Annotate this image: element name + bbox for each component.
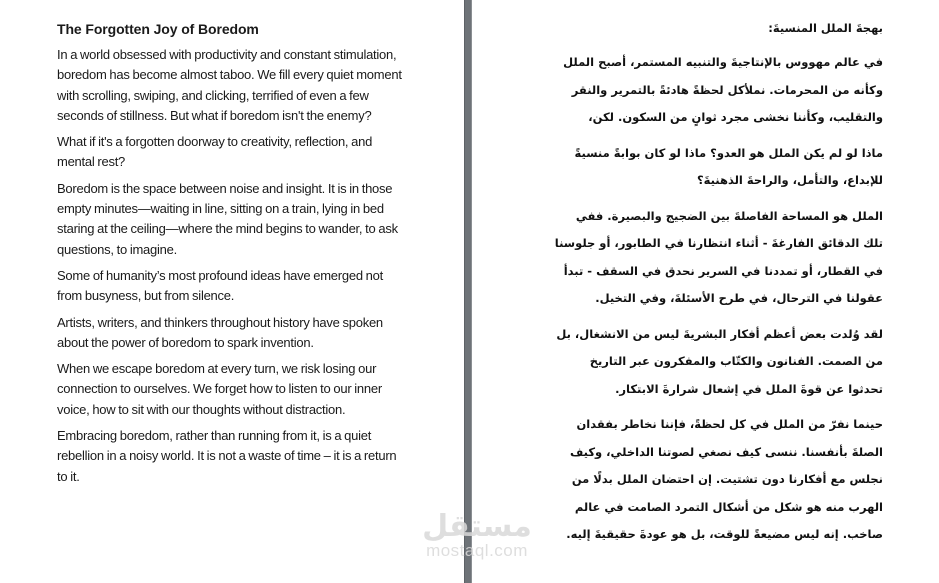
english-article xyxy=(57,19,407,493)
arabic-paragraph: حينما نفرّ من الملل في كل لحظةً، فإننا نخاطر بفقدان الصلةَ بأنفسنا. ننسى كيف نصغي لصوتنا الداخلي، وكيف نجلس مع أفكارنا دون تشتيت. إن احتضان الملل بدلًا من الهرب منه هو شكل من أشكال التمرد الصامت في عالم صاخب. إنه ليس مضيعةً للوقت، بل هو عودةَ حقيقيةَ إليه. xyxy=(566,417,883,541)
english-title: The Forgotten Joy of Boredom xyxy=(57,21,259,37)
english-paragraph: Some of humanity’s most profound ideas have emerged not from busyness, but from silence. xyxy=(57,267,383,304)
english-paragraph: What if it's a forgotten doorway to creativity, reflection, and mental rest? xyxy=(57,134,373,170)
english-paragraph: Boredom is the space between noise and insight. It is in those empty minutes—waiting in line, sitting on a train, lying in bed staring at the ceiling—where the mind begins to wander, to ask questions, to imagine. xyxy=(57,180,398,257)
english-paragraph: Artists, writers, and thinkers throughout history have spoken about the power of boredom to spark invention. xyxy=(57,314,383,350)
english-paragraph: Embracing boredom, rather than running from it, is a quiet rebellion in a noisy world. It is not a waste of time – it is a return to it. xyxy=(57,428,397,484)
arabic-paragraph: لقد وُلدت بعض أعظم أفكار البشريةَ ليس من الانشغال، بل من الصمت. الفنانون والكتّاب والمفكرون عبر التاريخ تحدثوا عن قوةَ الملل في إشعال شرارةَ الابتكار. xyxy=(556,326,883,396)
watermark-logo: مستقل xyxy=(422,509,532,544)
english-page xyxy=(0,0,464,583)
english-paragraph: When we escape boredom at every turn, we risk losing our connection to ourselves. We forget how to listen to our inner voice, how to sit with our thoughts without distraction. xyxy=(57,361,382,417)
arabic-article xyxy=(553,17,883,557)
watermark-domain: mostaql.com xyxy=(426,541,528,560)
arabic-page xyxy=(472,0,939,583)
arabic-paragraph: في عالم مهووس بالإنتاجيةَ والتنبيه المستمر، أصبح الملل وكأنه من المحرمات. نملأكل لحظةً هادئةً بالتمرير والنقر والتقليب، وكأننا نخشى مجرد ثوانٍ من السكون. لكن، xyxy=(563,55,883,124)
english-paragraph: In a world obsessed with productivity and constant stimulation, boredom has become almost taboo. We fill every quiet moment with scrolling, swiping, and clicking, terrified of even a few seconds of stillness. But what if boredom isn't the enemy? xyxy=(57,47,402,123)
arabic-paragraph: ماذا لو لم يكن الملل هو العدو؟ ماذا لو كان بوابةً منسيةً للإبداع، والتأمل، والراحةَ الذهنيةَ؟ xyxy=(574,145,883,187)
page-divider xyxy=(464,0,472,583)
arabic-paragraph: الملل هو المساحة الفاصلةَ بين الضجيج والبصيرة. ففي تلك الدقائق الفارغةَ - أثناء انتظارنا في الطابور، أو جلوسنا في القطار، أو تمددنا في السرير نحدق في السقف - تبدأ عقولنا في الترحال، في طرح الأسئلةَ، وفي التخيل. xyxy=(554,208,883,305)
arabic-title: بهجةَ الملل المنسيةَ: xyxy=(768,21,883,35)
